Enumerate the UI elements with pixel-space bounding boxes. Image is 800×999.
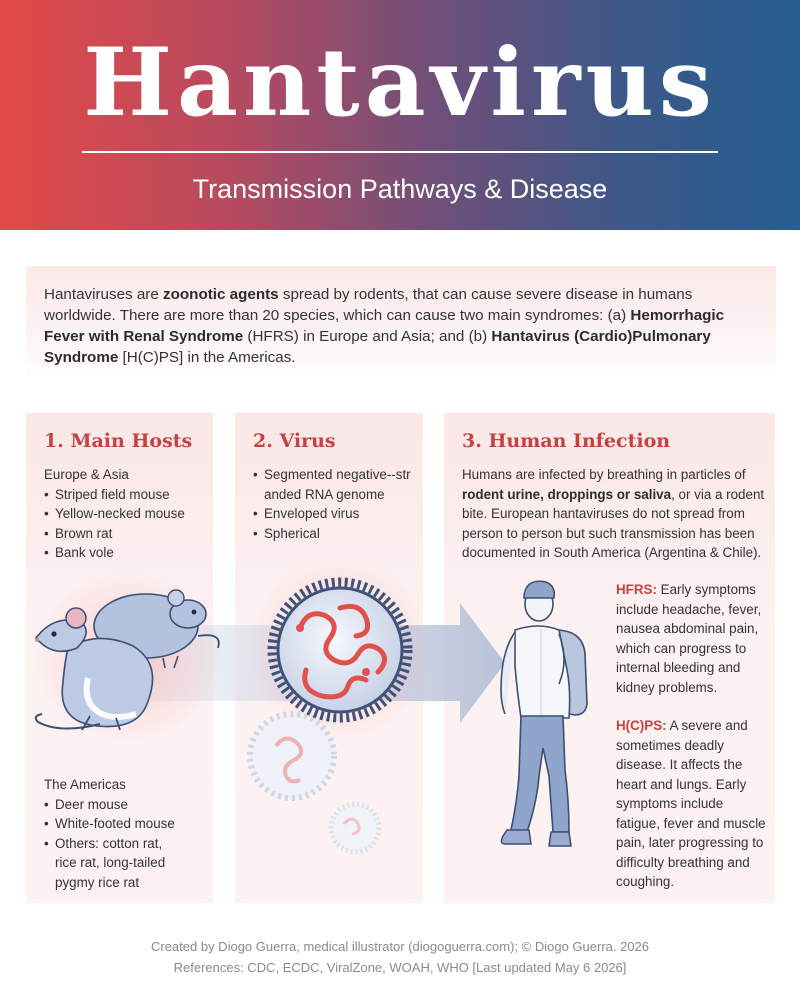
list-item: • Brown rat [44,524,209,544]
mouse-illustration [28,578,218,758]
virus-particle-illustration [248,578,418,858]
list-item: • Striped field mouse [44,485,209,505]
hosts-region-americas: The Americas [44,777,126,792]
list-item: • Yellow-necked mouse [44,504,209,524]
hosts-americas-list [44,795,176,893]
list-item: • Others: cotton rat, rice rat, long-tailed pygmy rice rat [44,834,176,893]
virus-title: 2. Virus [253,430,336,452]
intro-text-4: [H(C)PS] in the Americas. [118,349,296,366]
hfrs-label: HFRS: [616,582,657,597]
intro-text-1: Hantaviruses are [44,286,164,303]
hfrs-text: Early symptoms include headache, fever, nausea abdominal pain, which can progress to internal bleeding and kidney problems. [616,582,762,695]
list-item: • Spherical [253,524,413,544]
list-item: • Segmented negative--stranded RNA genome [253,465,413,504]
footer-references: References: CDC, ECDC, ViralZone, WOAH, WHO [Last updated May 6 2026] [173,960,627,975]
intro-bold-1: zoonotic agents [163,286,279,303]
hosts-region-europe: Europe & Asia [44,467,129,482]
intro-bold-3: Hantavirus (Cardio)Pulmonary Syndrome [44,328,711,366]
page-title: Hantavirus [83,28,717,138]
infection-title: 3. Human Infection [462,430,671,452]
virus-block [253,465,413,543]
infection-text-1: Humans are infected by breathing in particles of [462,467,746,482]
list-item: • White-footed mouse [44,814,176,834]
virus-list [253,465,413,543]
hosts-europe-list [44,485,209,563]
intro-text-2: spread by rodents, that can cause severe disease in humans worldwide. There are more than 20 species, which can cause two main syndromes: (a) [44,286,693,324]
hcps-label: H(C)PS: [616,718,667,733]
hosts-americas-block [44,775,176,892]
hosts-europe-block [44,465,209,563]
hcps-description [616,716,768,892]
page-subtitle: Transmission Pathways & Disease [192,174,608,204]
hosts-title: 1. Main Hosts [44,430,193,452]
footer-credit: Created by Diogo Guerra, medical illustrator (diogoguerra.com); © Diogo Guerra. 2026 [150,939,650,954]
infection-paragraph [462,465,767,563]
infection-bold-1: rodent urine, droppings or saliva [462,486,672,502]
intro-text-3: (HFRS) in Europe and Asia; and (b) [243,328,492,345]
list-item: • Deer mouse [44,795,176,815]
hcps-text: A severe and sometimes deadly disease. It affects the heart and lungs. Early symptoms include fatigue, fever and muscle pain, later progressing to difficulty breathing and coughing. [616,718,766,889]
list-item: • Bank vole [44,543,209,563]
human-figure-illustration [493,578,603,858]
infection-text-2: , or via a rodent bite. European hantaviruses do not spread from person to person but such transmission has been documented in South America (Argentina & Chile). [462,486,765,560]
intro-bold-2: Hemorrhagic Fever with Renal Syndrome [44,307,725,345]
hfrs-description [616,580,768,697]
list-item: • Enveloped virus [253,504,413,524]
